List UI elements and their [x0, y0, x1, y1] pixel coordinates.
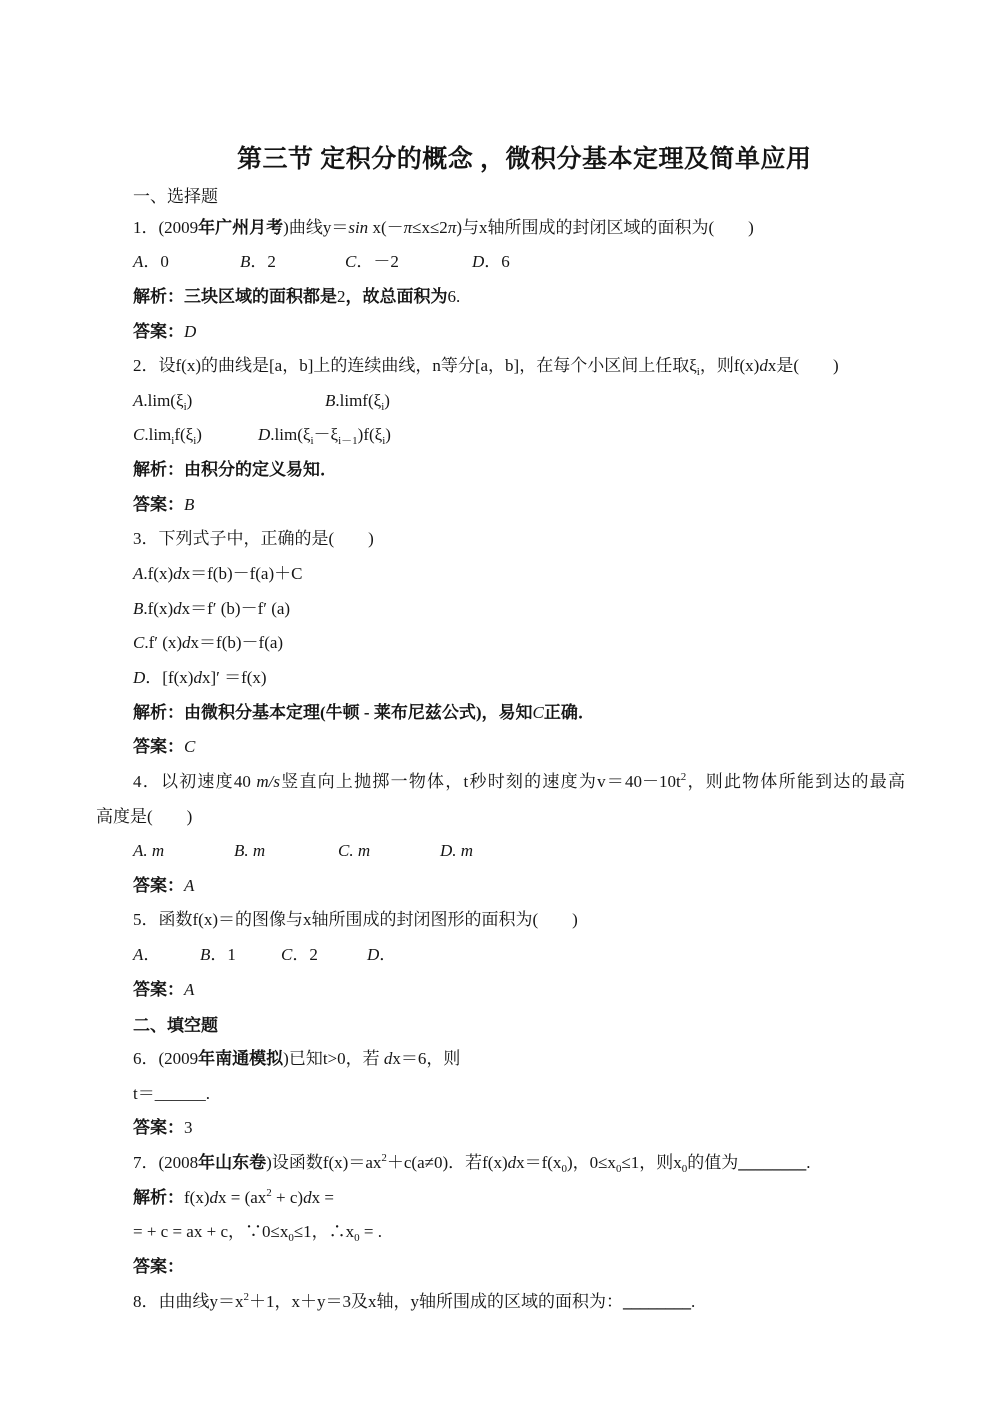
- question-4-continued: [0, 800, 1000, 835]
- text-run: .lim(ξ: [143, 390, 184, 410]
- option-d: [440, 834, 473, 869]
- italic-text-run: D: [367, 945, 380, 965]
- option-b: [240, 245, 276, 280]
- italic-text-run: D. m: [440, 841, 474, 861]
- text-run: x = (ax: [217, 1187, 267, 1207]
- subscript: i－1: [338, 435, 358, 448]
- document-body: [0, 176, 1000, 1319]
- question-3-option-d: [0, 661, 1000, 696]
- text-run: ．6: [484, 252, 510, 272]
- text-run: 6．(2009: [133, 1049, 199, 1069]
- text-run: f(ξ: [174, 425, 194, 445]
- question-6-answer: [0, 1111, 1000, 1146]
- bold-text-run: 解析：由微积分基本定理(牛顿 - 莱布尼兹公式)，易知: [133, 702, 533, 722]
- italic-text-run: D: [184, 321, 197, 341]
- text-run: .lim(ξ: [270, 425, 311, 445]
- text-run: )与x轴所围成的封闭区域的面积为( ): [456, 217, 754, 237]
- italic-text-run: D: [472, 252, 485, 272]
- italic-text-run: D: [258, 425, 271, 445]
- question-3-option-a: [0, 557, 1000, 592]
- option-c: [345, 245, 399, 280]
- bold-text-run: 答案：: [133, 1256, 184, 1276]
- text-run: ．1: [210, 945, 236, 965]
- text-run: ≤1，∴x: [293, 1222, 355, 1242]
- text-run: )曲线y＝: [283, 217, 349, 237]
- italic-text-run: B: [184, 494, 195, 514]
- bold-text-run: ________: [738, 1152, 807, 1172]
- question-2-options-cd: [0, 418, 1000, 453]
- text-run: ．: [143, 945, 161, 965]
- section-heading-fill: [0, 1009, 1000, 1044]
- option-c: [338, 834, 370, 869]
- question-8: [0, 1285, 1000, 1320]
- text-run: 3．下列式子中，正确的是( ): [133, 529, 374, 549]
- option-c: [281, 938, 318, 973]
- option-a: [133, 245, 169, 280]
- text-run: ≤x≤2: [412, 217, 448, 237]
- option-a: [133, 938, 160, 973]
- text-run: ，则此物体所能到达的最高: [686, 771, 906, 791]
- bold-text-run: 解析：三块区域的面积都是: [133, 286, 337, 306]
- text-run: 2．设f(x)的曲线是[a，b]上的连续曲线，n等分[a，b]，在每个小区间上任取ξ: [133, 356, 697, 376]
- question-3-option-c: [0, 626, 1000, 661]
- bold-text-run: ________: [623, 1291, 691, 1311]
- italic-text-run: C: [532, 702, 544, 722]
- option-a: [133, 384, 192, 419]
- subscript: i: [171, 435, 175, 448]
- italic-text-run: C. m: [338, 841, 371, 861]
- italic-text-run: d: [507, 1152, 517, 1172]
- text-run: x＝f′ (b)－f′ (a): [181, 598, 291, 618]
- text-run: 4．以初速度40: [133, 771, 257, 791]
- text-run: ＋1，x＋y＝3及x轴，y轴所围成的区域的面积为：: [249, 1291, 623, 1311]
- page-title: 第三节 定积分的概念 ，微积分基本定理及简单应用: [237, 146, 812, 173]
- text-run: )，0≤x: [566, 1152, 616, 1172]
- subscript: i: [381, 400, 385, 413]
- text-run: x＝f(b)－f(a)＋C: [181, 564, 303, 584]
- italic-text-run: d: [303, 1187, 312, 1207]
- text-run: f(x): [184, 1187, 210, 1207]
- text-run: 的值为: [687, 1152, 739, 1172]
- italic-text-run: B: [133, 598, 144, 618]
- question-2: [0, 349, 1000, 384]
- subscript: 0: [615, 1162, 622, 1175]
- text-run: ．: [379, 945, 397, 965]
- bold-text-run: 答案：: [133, 979, 184, 999]
- text-run: ＋c(a≠0)．若f(x): [386, 1152, 508, 1172]
- text-run: 竖直向上抛掷一物体，t秒时刻的速度为v＝40－10t: [279, 771, 681, 791]
- italic-text-run: A. m: [133, 841, 165, 861]
- text-run: x＝f(x: [516, 1152, 562, 1172]
- question-7-answer: [0, 1250, 1000, 1285]
- question-6: [0, 1042, 1000, 1077]
- italic-text-run: A: [133, 252, 144, 272]
- text-run: x]′ ＝f(x): [201, 667, 267, 687]
- question-3: [0, 522, 1000, 557]
- italic-text-run: A: [133, 945, 144, 965]
- text-run: t＝______.: [133, 1083, 210, 1103]
- question-5: [0, 903, 1000, 938]
- bold-text-run: 年南通模拟: [198, 1049, 284, 1069]
- question-1-analysis: [0, 280, 1000, 315]
- superscript: 2: [243, 1290, 249, 1303]
- text-run: 5．函数f(x)＝的图像与x轴所围成的封闭图形的面积为( ): [133, 910, 578, 930]
- bold-text-run: 正确．: [543, 702, 595, 722]
- question-7-analysis: [0, 1181, 1000, 1216]
- text-run: 2: [337, 286, 346, 306]
- question-3-option-b: [0, 592, 1000, 627]
- subscript: 0: [288, 1232, 294, 1245]
- option-b: [234, 834, 265, 869]
- bold-text-run: 答案：: [133, 321, 184, 341]
- text-run: 3: [184, 1118, 193, 1138]
- italic-text-run: A: [133, 564, 144, 584]
- option-b: [258, 418, 391, 453]
- italic-text-run: d: [383, 1049, 393, 1069]
- text-run: + c): [271, 1187, 304, 1207]
- italic-text-run: C: [184, 737, 196, 757]
- subscript: i: [382, 435, 386, 448]
- text-run: 高度是( ): [96, 806, 193, 826]
- text-run: .: [806, 1152, 811, 1172]
- text-run: ): [384, 390, 390, 410]
- option-b: [325, 384, 390, 419]
- italic-text-run: B: [200, 945, 211, 965]
- text-run: x =: [311, 1187, 334, 1207]
- italic-text-run: A: [184, 875, 195, 895]
- text-run: .f′ (x): [144, 633, 183, 653]
- text-run: 6.: [447, 286, 461, 306]
- text-run: .limf(ξ: [335, 390, 382, 410]
- question-2-analysis: [0, 453, 1000, 488]
- text-run: ．2: [250, 252, 276, 272]
- question-5-options: [0, 938, 1000, 973]
- subscript: i: [193, 435, 197, 448]
- text-run: x(－: [368, 217, 404, 237]
- text-run: .lim: [144, 425, 172, 445]
- text-run: ): [196, 425, 202, 445]
- italic-text-run: d: [173, 564, 182, 584]
- text-run: x＝f(b)－f(a): [190, 633, 284, 653]
- text-run: )f(ξ: [357, 425, 383, 445]
- text-run: 一、选择题: [133, 187, 218, 206]
- text-run: ，则f(x): [699, 356, 760, 376]
- question-7: [0, 1146, 1000, 1181]
- text-run: = + c = ax + c，∵0≤x: [133, 1222, 289, 1242]
- text-run: = .: [359, 1222, 383, 1242]
- bold-text-run: 答案：: [133, 875, 184, 895]
- text-run: ≤1，则x: [621, 1152, 682, 1172]
- text-run: －ξ: [313, 425, 339, 445]
- question-6-blank: [0, 1077, 1000, 1112]
- italic-text-run: d: [173, 598, 182, 618]
- bold-text-run: 解析：: [133, 1187, 184, 1207]
- superscript: 2: [680, 770, 687, 783]
- italic-text-run: d: [193, 667, 202, 687]
- text-run: .f(x): [143, 598, 174, 618]
- question-1: [0, 211, 1000, 246]
- bold-text-run: 解析：由积分的定义易知．: [133, 460, 337, 480]
- text-run: .f(x): [143, 564, 174, 584]
- text-run: .: [691, 1291, 696, 1311]
- text-run: ．0: [143, 252, 169, 272]
- bold-text-run: 答案：: [133, 737, 184, 757]
- text-run: ．2: [292, 945, 318, 965]
- question-3-analysis: [0, 696, 1000, 731]
- text-run: ): [186, 390, 193, 410]
- question-5-answer: [0, 973, 1000, 1008]
- question-7-analysis-continued: [0, 1215, 1000, 1250]
- bold-text-run: 答案：: [133, 494, 184, 514]
- option-d: [472, 245, 510, 280]
- question-2-answer: [0, 488, 1000, 523]
- text-run: x是( ): [767, 356, 839, 376]
- italic-text-run: sin: [348, 217, 369, 237]
- option-a: [133, 418, 202, 453]
- question-3-answer: [0, 730, 1000, 765]
- option-a: [133, 834, 164, 869]
- question-2-options-ab: [0, 384, 1000, 419]
- bold-text-run: ，故总面积为: [345, 286, 448, 306]
- subscript: 0: [681, 1162, 688, 1175]
- italic-text-run: d: [182, 633, 191, 653]
- section-heading-choice: [0, 180, 1000, 215]
- text-run: 7．(2008: [133, 1152, 199, 1172]
- bold-text-run: 答案：: [133, 1118, 184, 1138]
- italic-text-run: C: [133, 633, 145, 653]
- subscript: 0: [561, 1162, 567, 1175]
- italic-text-run: d: [759, 356, 768, 376]
- option-d: [367, 938, 396, 973]
- italic-text-run: B: [325, 390, 336, 410]
- text-run: ): [385, 425, 391, 445]
- italic-text-run: C: [345, 252, 357, 272]
- option-b: [200, 938, 236, 973]
- italic-text-run: π: [447, 217, 457, 237]
- subscript: i: [696, 366, 700, 379]
- italic-text-run: C: [133, 425, 145, 445]
- bold-text-run: 二、填空题: [133, 1016, 218, 1036]
- text-run: x＝6，则: [392, 1049, 461, 1069]
- italic-text-run: D: [133, 667, 146, 687]
- italic-text-run: A: [184, 979, 195, 999]
- text-run: 1．(2009: [133, 217, 199, 237]
- subscript: i: [310, 435, 314, 448]
- italic-text-run: C: [281, 945, 293, 965]
- italic-text-run: d: [209, 1187, 218, 1207]
- question-1-answer: [0, 315, 1000, 350]
- bold-text-run: 年广州月考: [198, 217, 284, 237]
- text-run: )已知t>0，若: [283, 1049, 384, 1069]
- text-run: 8．由曲线y＝x: [133, 1291, 244, 1311]
- italic-text-run: π: [403, 217, 413, 237]
- subscript: 0: [354, 1232, 360, 1245]
- question-4-options: [0, 834, 1000, 869]
- italic-text-run: m/s: [256, 771, 280, 791]
- text-run: )设函数f(x)＝ax: [266, 1152, 382, 1172]
- text-run: ．－2: [356, 252, 399, 272]
- italic-text-run: B. m: [234, 841, 266, 861]
- question-4-answer: [0, 869, 1000, 904]
- italic-text-run: A: [133, 390, 144, 410]
- question-1-options: [0, 245, 1000, 280]
- bold-text-run: 年山东卷: [198, 1152, 267, 1172]
- superscript: 2: [266, 1186, 272, 1199]
- text-run: ．[f(x): [145, 667, 194, 687]
- question-4: [0, 765, 1000, 800]
- subscript: i: [183, 400, 187, 413]
- superscript: 2: [381, 1151, 387, 1164]
- italic-text-run: B: [240, 252, 251, 272]
